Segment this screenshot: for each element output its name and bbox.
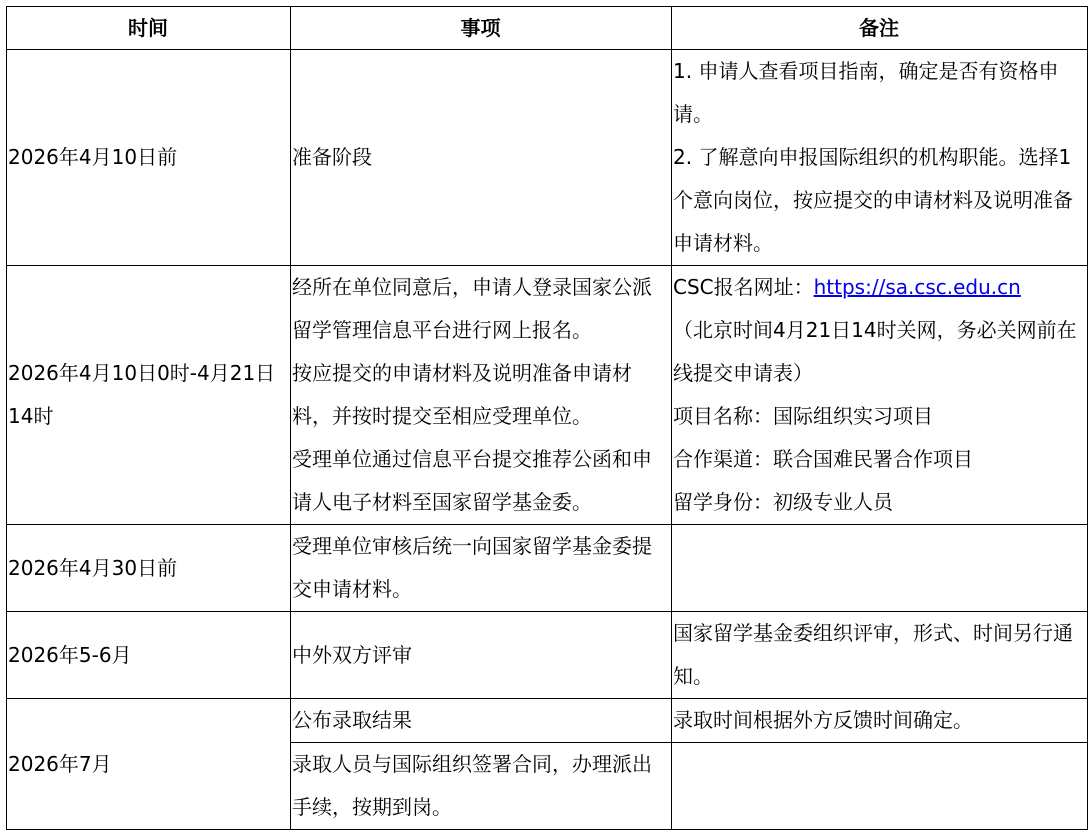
note-cell bbox=[672, 266, 1088, 525]
header-row bbox=[7, 7, 1088, 50]
csc-url-link[interactable]: https://sa.csc.edu.cn bbox=[813, 275, 1021, 299]
item-cell bbox=[291, 266, 672, 525]
item-cell bbox=[291, 525, 672, 612]
item-text: 经所在单位同意后，申请人登录国家公派留学管理信息平台进行网上报名。 bbox=[292, 275, 652, 342]
item-text: 准备阶段 bbox=[292, 145, 372, 169]
note-text: 项目名称：国际组织实习项目 bbox=[673, 404, 933, 428]
item-cell bbox=[291, 743, 672, 830]
time-cell: 2026年4月10日0时-4月21日14时 bbox=[7, 266, 291, 525]
time-cell: 2026年5-6月 bbox=[7, 612, 291, 699]
time-cell: 2026年4月30日前 bbox=[7, 525, 291, 612]
note-cell bbox=[672, 743, 1088, 830]
time-cell: 2026年7月 bbox=[7, 699, 291, 830]
schedule-table bbox=[6, 6, 1088, 830]
note-text: （北京时间4月21日14时关网，务必关网前在线提交申请表） bbox=[673, 318, 1077, 385]
item-text: 受理单位审核后统一向国家留学基金委提交申请材料。 bbox=[292, 534, 652, 601]
item-text: 公布录取结果 bbox=[292, 708, 412, 732]
table-row bbox=[7, 699, 1088, 743]
time-cell: 2026年4月10日前 bbox=[7, 50, 291, 266]
note-text: 国家留学基金委组织评审，形式、时间另行通知。 bbox=[673, 621, 1073, 688]
csc-url-line bbox=[673, 266, 1085, 309]
item-cell bbox=[291, 612, 672, 699]
note-text: 2. 了解意向申报国际组织的机构职能。选择1个意向岗位，按应提交的申请材料及说明准备申请材料。 bbox=[673, 145, 1073, 255]
item-text: 按应提交的申请材料及说明准备申请材料，并按时提交至相应受理单位。 bbox=[292, 361, 632, 428]
table-row bbox=[7, 266, 1088, 525]
item-text: 录取人员与国际组织签署合同，办理派出手续，按期到岗。 bbox=[292, 752, 652, 819]
note-text: 合作渠道：联合国难民署合作项目 bbox=[673, 447, 973, 471]
note-text: 留学身份：初级专业人员 bbox=[673, 490, 893, 514]
item-text: 中外双方评审 bbox=[292, 642, 412, 667]
note-text: 录取时间根据外方反馈时间确定。 bbox=[673, 708, 973, 732]
item-cell bbox=[291, 699, 672, 743]
csc-url-label: CSC报名网址： bbox=[673, 275, 814, 299]
header-item: 事项 bbox=[291, 7, 672, 50]
item-text: 受理单位通过信息平台提交推荐公函和申请人电子材料至国家留学基金委。 bbox=[292, 447, 652, 514]
table-row bbox=[7, 612, 1088, 699]
note-cell bbox=[672, 525, 1088, 612]
note-text: 1. 申请人查看项目指南，确定是否有资格申请。 bbox=[673, 59, 1059, 126]
note-cell bbox=[672, 50, 1088, 266]
table-row bbox=[7, 525, 1088, 612]
note-cell bbox=[672, 612, 1088, 699]
table-row bbox=[7, 50, 1088, 266]
note-cell bbox=[672, 699, 1088, 743]
header-time: 时间 bbox=[7, 7, 291, 50]
header-note: 备注 bbox=[672, 7, 1088, 50]
item-cell bbox=[291, 50, 672, 266]
